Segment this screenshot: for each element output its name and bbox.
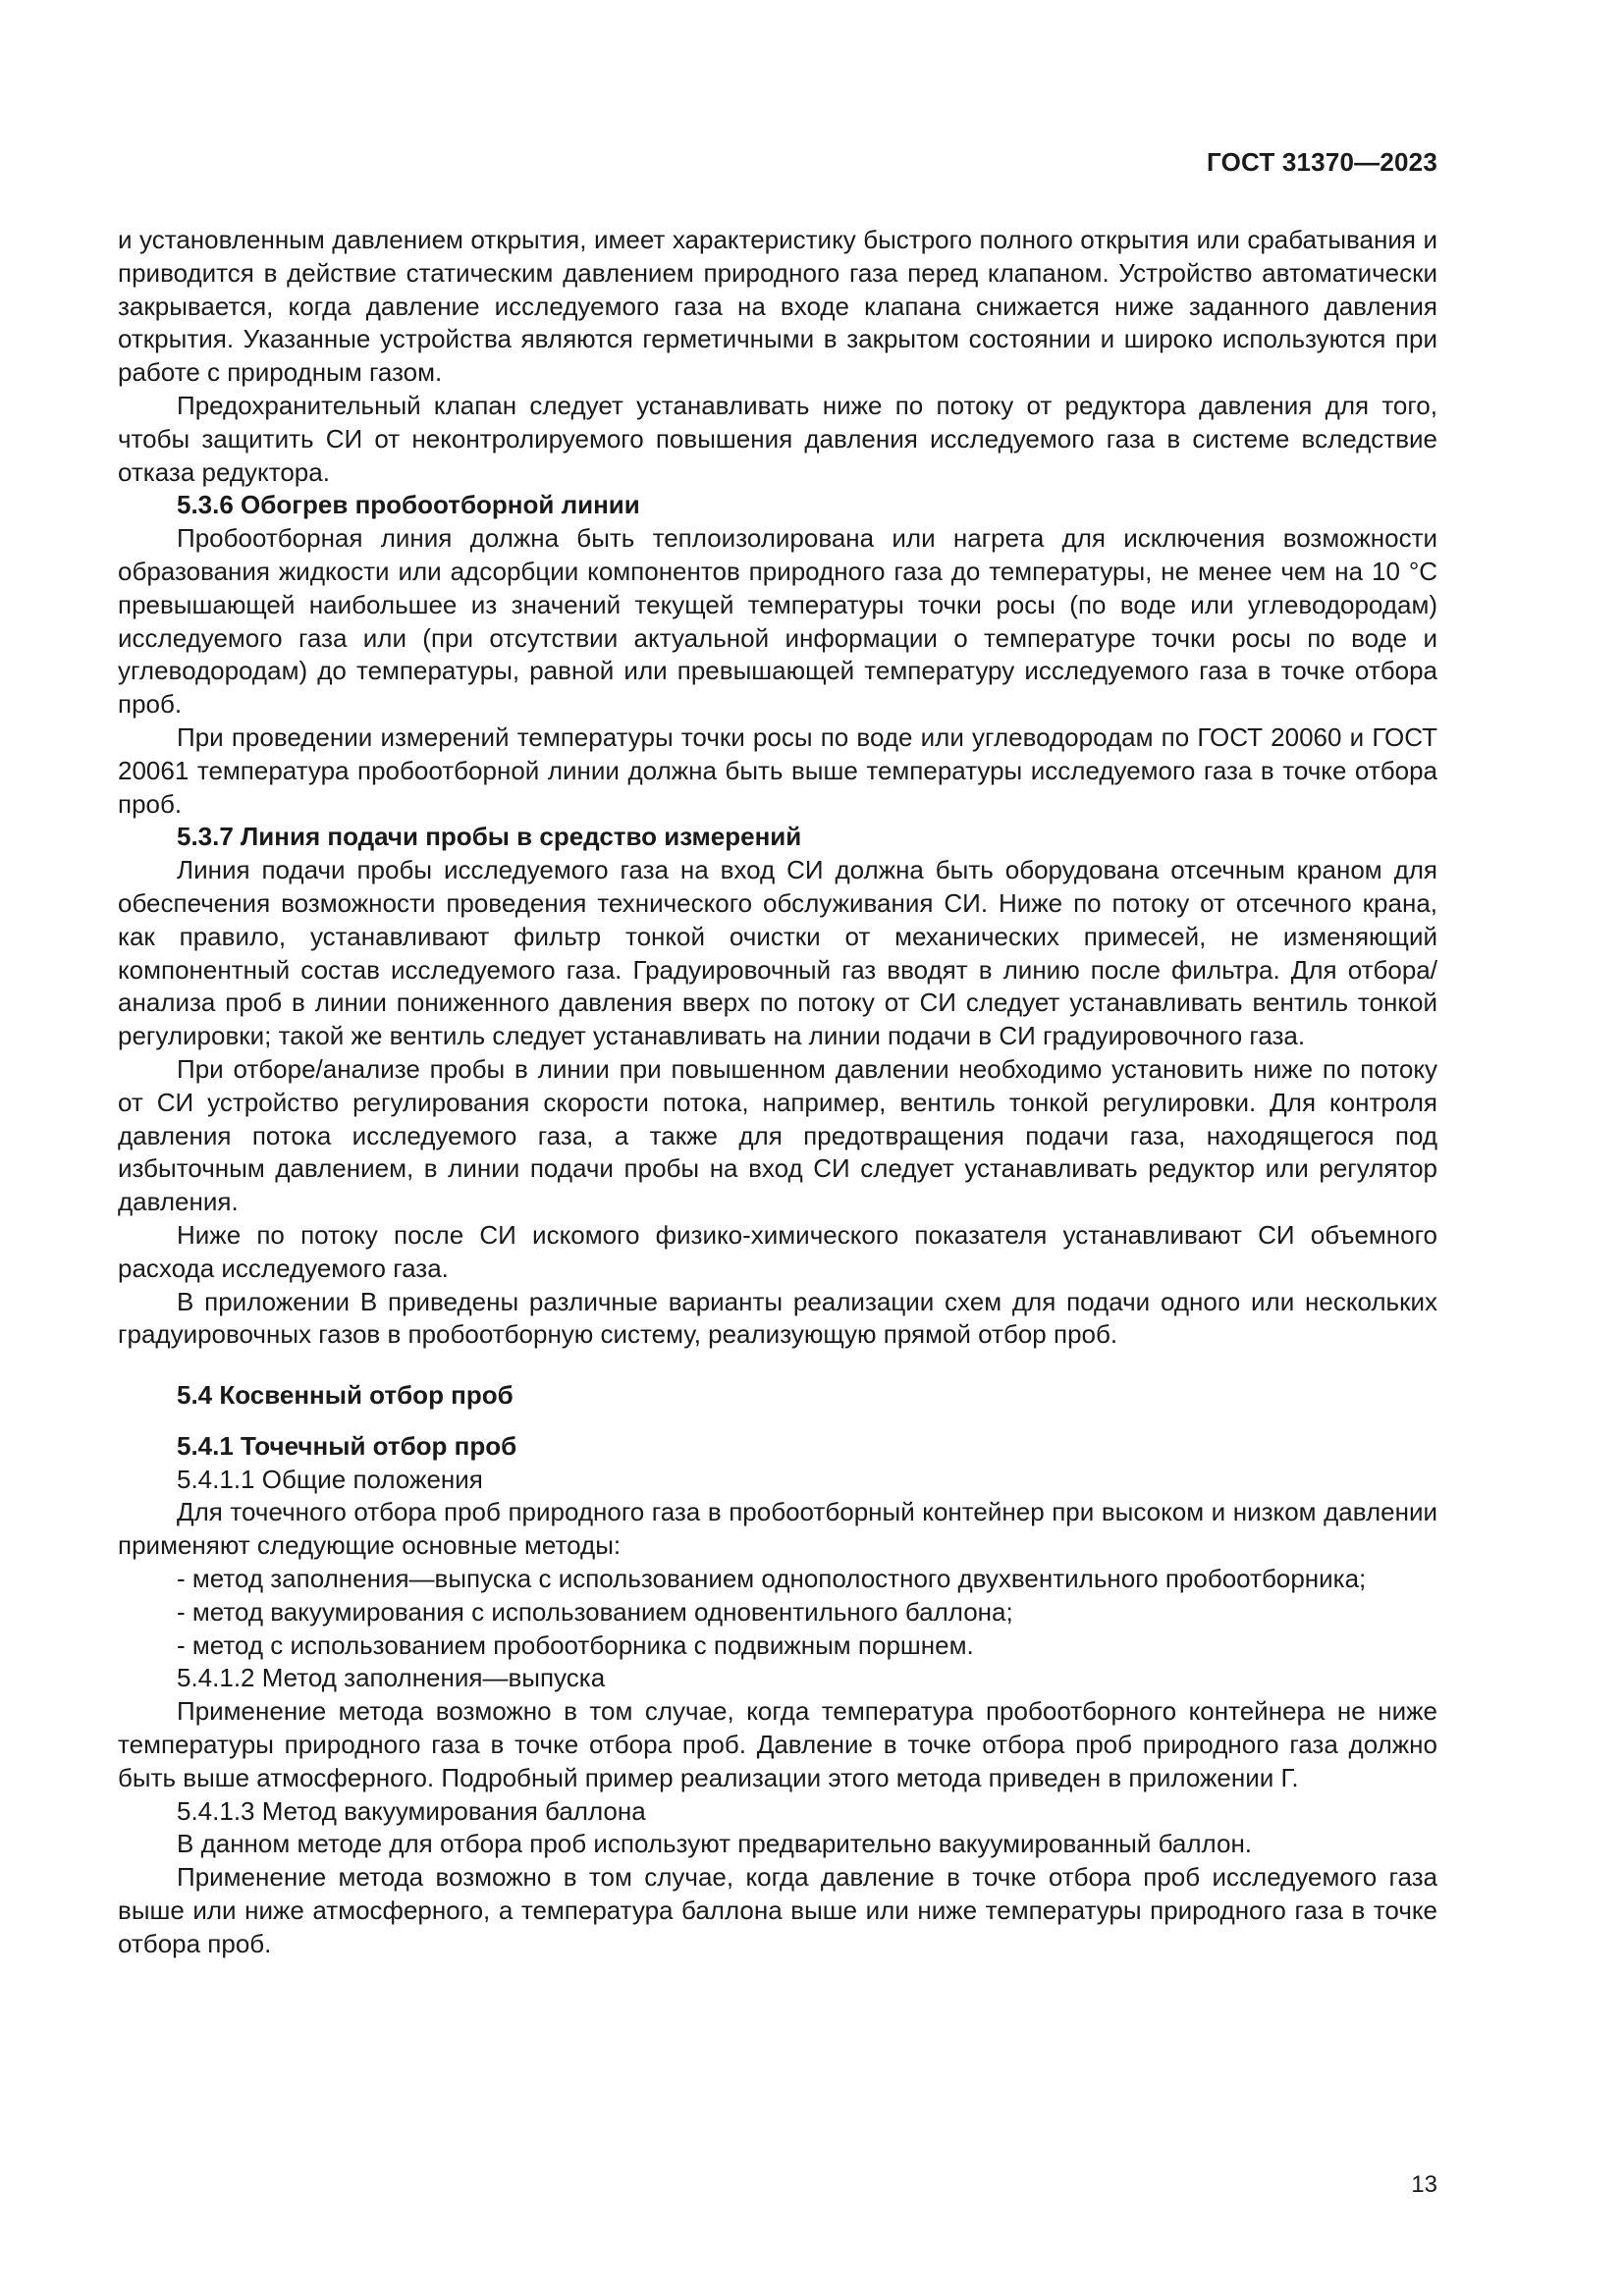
- subsection-title: 5.4.1.3 Метод вакуумирования баллона: [177, 1795, 646, 1826]
- paragraph: Применение метода возможно в том случае, когда температура пробоотборного контейнера не ниже температуры природного газа в точке отбора проб. Давление в точке отбора проб природного газа должно быть выше атмосферного. Подробный пример реализации этого метода приведен в приложении Г.: [118, 1696, 1437, 1792]
- paragraph: Линия подачи пробы исследуемого газа на вход СИ должна быть оборудована отсечным краном для обеспечения возможности проведения технического обслуживания СИ. Ниже по потоку от отсечного крана, как правило, устанавливают фильтр тонкой очистки от механических примесей, не изменяющий компонентный состав исследуемого газа. Градуировочный газ вводят в линию после фильтра. Для отбора/анализа проб в линии пониженного давления вверх по потоку от СИ следует устанавливать вентиль тонкой регулировки; такой же вентиль следует устанавливать на линии подачи в СИ градуировочного газа.: [118, 855, 1437, 1051]
- paragraph: При проведении измерений температуры точки росы по воде или углеводородам по ГОСТ 20060 и ГОСТ 20061 температура пробоотборной линии должна быть выше температуры исследуемого газа в точке отбора проб.: [118, 721, 1437, 819]
- page-content: [118, 224, 1437, 1961]
- paragraph: При отборе/анализе пробы в линии при повышенном давлении необходимо установить ниже по потоку от СИ устройство регулирования скорости потока, например, вентиль тонкой регулировки. Для контроля давления потока исследуемого газа, а также для предотвращения подачи газа, находящегося под избыточным давлением, в линии подачи пробы на вход СИ следует устанавливать редуктор или регулятор давления.: [118, 1053, 1437, 1217]
- section-heading: 5.3.7 Линия подачи пробы в средство измерений: [177, 822, 802, 852]
- section-heading: 5.4 Косвенный отбор проб: [177, 1380, 514, 1411]
- paragraph: Применение метода возможно в том случае, когда давление в точке отбора проб исследуемого газа выше или ниже атмосферного, а температура баллона выше или ниже температуры природного газа в точке отбора проб.: [118, 1862, 1437, 1958]
- section-heading: 5.4.1 Точечный отбор проб: [177, 1430, 517, 1461]
- list-item: - метод с использованием пробоотборника с подвижным поршнем.: [177, 1629, 974, 1660]
- section-heading: 5.3.6 Обогрев пробоотборной линии: [177, 490, 640, 520]
- subsection-title: 5.4.1.2 Метод заполнения—выпуска: [177, 1663, 606, 1693]
- list-item: - метод заполнения—выпуска с использованием однополостного двухвентильного пробоотборника;: [177, 1564, 1367, 1594]
- subsection-title: 5.4.1.1 Общие положения: [177, 1464, 483, 1494]
- paragraph: В данном методе для отбора проб используют предварительно вакуумированный баллон.: [177, 1829, 1253, 1859]
- paragraph: В приложении В приведены различные варианты реализации схем для подачи одного или нескольких градуировочных газов в пробоотборную систему, реализующую прямой отбор проб.: [118, 1286, 1437, 1350]
- paragraph: и установленным давлением открытия, имеет характеристику быстрого полного открытия или срабатывания и приводится в действие статическим давлением природного газа перед клапаном. Устройство автоматически закрывается, когда давление исследуемого газа на входе клапана снижается ниже заданного давления открытия. Указанные устройства являются герметичными в закрытом состоянии и широко используются при работе с природным газом.: [118, 225, 1437, 388]
- page-number: 13: [1411, 2171, 1437, 2198]
- list-item: - метод вакуумирования с использованием одновентильного баллона;: [177, 1596, 1013, 1627]
- paragraph: Пробоотборная линия должна быть теплоизолирована или нагрета для исключения возможности образования жидкости или адсорбции компонентов природного газа до температуры, не менее чем на 10 °С превышающей наибольшее из значений текущей температуры точки росы (по воде или углеводородам) исследуемого газа или (при отсутствии актуальной информации о температуре точки росы по воде и углеводородам) до температуры, равной или превышающей температуру исследуемого газа в точке отбора проб.: [118, 523, 1437, 720]
- paragraph: Предохранительный клапан следует устанавливать ниже по потоку от редуктора давления для того, чтобы защитить СИ от неконтролируемого повышения давления исследуемого газа в системе вследствие отказа редуктора.: [118, 390, 1437, 487]
- document-header: ГОСТ 31370—2023: [1207, 147, 1437, 177]
- paragraph: Ниже по потоку после СИ искомого физико-химического показателя устанавливают СИ объемного расхода исследуемого газа.: [118, 1219, 1437, 1283]
- paragraph: Для точечного отбора проб природного газа в пробоотборный контейнер при высоком и низком давлении применяют следующие основные методы:: [118, 1497, 1437, 1561]
